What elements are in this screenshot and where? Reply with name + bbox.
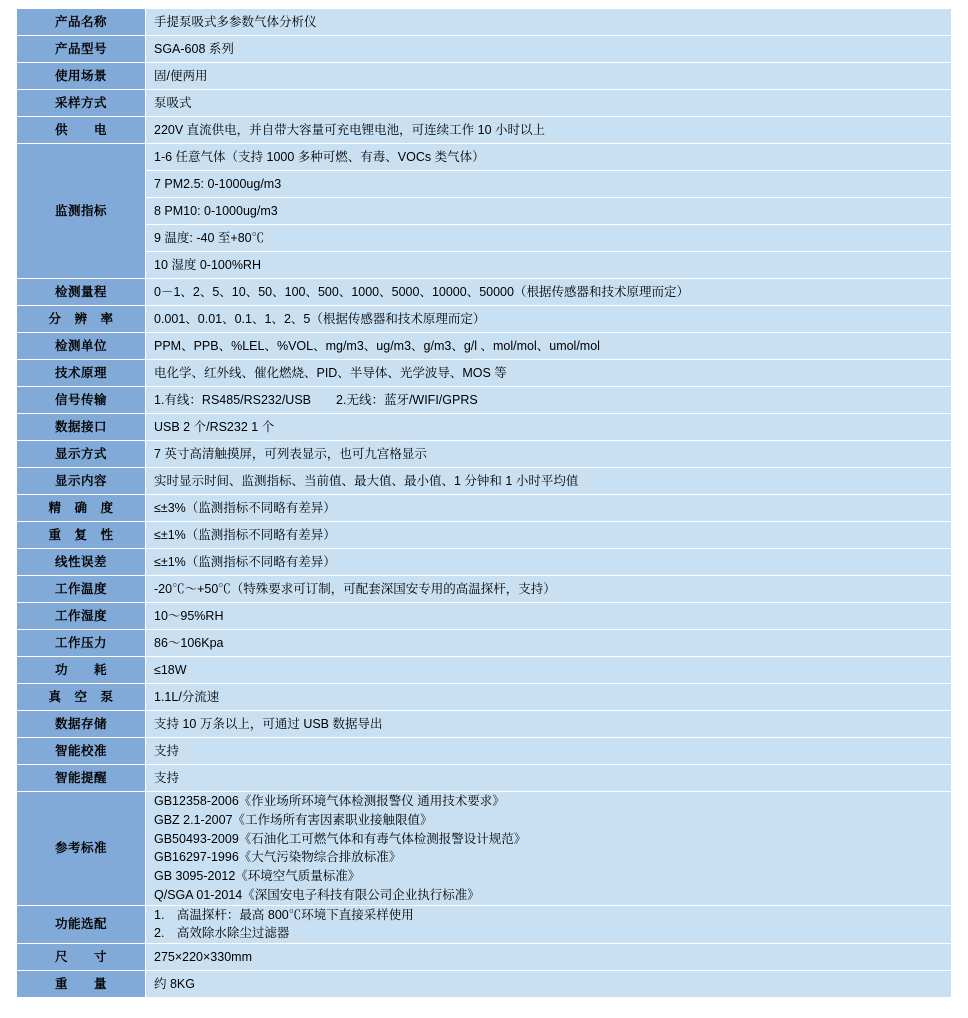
row-value: 1.1L/分流速 (146, 684, 952, 711)
table-row (17, 522, 952, 549)
table-row (17, 306, 952, 333)
row-value: 10 湿度 0-100%RH (146, 252, 952, 279)
table-row (17, 387, 952, 414)
option-line: 1. 高温探杆：最高 800℃环境下直接采样使用 (154, 907, 414, 922)
row-label: 重 量 (17, 971, 146, 998)
table-row (17, 441, 952, 468)
row-label: 尺 寸 (17, 944, 146, 971)
row-label: 采样方式 (17, 90, 146, 117)
row-label: 产品名称 (17, 9, 146, 36)
row-label: 线性误差 (17, 549, 146, 576)
row-label: 检测单位 (17, 333, 146, 360)
table-row-monitoring-1 (17, 144, 952, 171)
row-value: 1.有线：RS485/RS232/USB 2.无线：蓝牙/WIFI/GPRS (146, 387, 952, 414)
row-label: 精 确 度 (17, 495, 146, 522)
row-label: 工作湿度 (17, 603, 146, 630)
row-value: ≤18W (146, 657, 952, 684)
row-value: 0.001、0.01、0.1、1、2、5（根据传感器和技术原理而定） (146, 306, 952, 333)
table-row (17, 738, 952, 765)
row-label: 参考标准 (17, 792, 146, 906)
table-row (17, 360, 952, 387)
table-row (17, 9, 952, 36)
row-label: 显示方式 (17, 441, 146, 468)
standard-line: GB16297-1996《大气污染物综合排放标准》 (154, 850, 402, 865)
row-label: 智能提醒 (17, 765, 146, 792)
row-value: ≤±1%（监测指标不同略有差异） (146, 522, 952, 549)
table-row-monitoring-3 (17, 198, 952, 225)
row-value: 8 PM10: 0-1000ug/m3 (146, 198, 952, 225)
table-row (17, 944, 952, 971)
row-label: 分 辨 率 (17, 306, 146, 333)
row-value: 手提泵吸式多参数气体分析仪 (146, 9, 952, 36)
table-row (17, 36, 952, 63)
table-row (17, 630, 952, 657)
row-label: 使用场景 (17, 63, 146, 90)
standard-line: GB 3095-2012《环境空气质量标准》 (154, 869, 361, 883)
table-row (17, 63, 952, 90)
row-label: 信号传输 (17, 387, 146, 414)
row-value: ≤±1%（监测指标不同略有差异） (146, 549, 952, 576)
table-row (17, 90, 952, 117)
row-value: -20℃～+50℃（特殊要求可订制，可配套深国安专用的高温探杆，支持） (146, 576, 952, 603)
table-row (17, 333, 952, 360)
table-row (17, 684, 952, 711)
standard-line: GB50493-2009《石油化工可燃气体和有毒气体检测报警设计规范》 (154, 831, 527, 846)
row-value: 0－1、2、5、10、50、100、500、1000、5000、10000、50000（根据传感器和技术原理而定） (146, 279, 952, 306)
table-row (17, 414, 952, 441)
table-row (17, 549, 952, 576)
row-value: 86～106Kpa (146, 630, 952, 657)
row-value: 支持 (146, 738, 952, 765)
row-value: 泵吸式 (146, 90, 952, 117)
row-label: 功 耗 (17, 657, 146, 684)
row-value: USB 2 个/RS232 1 个 (146, 414, 952, 441)
row-label: 数据接口 (17, 414, 146, 441)
row-value: 支持 10 万条以上，可通过 USB 数据导出 (146, 711, 952, 738)
row-label: 功能选配 (17, 905, 146, 944)
row-value: PPM、PPB、%LEL、%VOL、mg/m3、ug/m3、g/m3、g/l 、mol/mol、umol/mol (146, 333, 952, 360)
row-value: 支持 (146, 765, 952, 792)
row-label: 技术原理 (17, 360, 146, 387)
table-row (17, 117, 952, 144)
table-row (17, 711, 952, 738)
row-label: 供 电 (17, 117, 146, 144)
row-value: 7 英寸高清触摸屏，可列表显示，也可九宫格显示 (146, 441, 952, 468)
row-label: 显示内容 (17, 468, 146, 495)
row-value: SGA-608 系列 (146, 36, 952, 63)
option-line: 2. 高效除水除尘过滤器 (154, 926, 290, 941)
row-value: 1-6 任意气体（支持 1000 多种可燃、有毒、VOCs 类气体） (146, 144, 952, 171)
table-row-monitoring-4 (17, 225, 952, 252)
table-row (17, 576, 952, 603)
row-label: 真 空 泵 (17, 684, 146, 711)
row-value (146, 905, 952, 944)
table-row (17, 603, 952, 630)
table-row-options (17, 905, 952, 944)
standard-line: GBZ 2.1-2007《工作场所有害因素职业接触限值》 (154, 812, 433, 827)
row-label: 监测指标 (17, 144, 146, 279)
table-row-monitoring-2 (17, 171, 952, 198)
row-label: 工作压力 (17, 630, 146, 657)
row-value: 275×220×330mm (146, 944, 952, 971)
row-label: 数据存储 (17, 711, 146, 738)
row-value: 约 8KG (146, 971, 952, 998)
table-row (17, 468, 952, 495)
table-row (17, 971, 952, 998)
row-label: 工作温度 (17, 576, 146, 603)
row-value: 220V 直流供电，并自带大容量可充电锂电池，可连续工作 10 小时以上 (146, 117, 952, 144)
table-row-standards (17, 792, 952, 906)
row-label: 智能校准 (17, 738, 146, 765)
row-label: 重 复 性 (17, 522, 146, 549)
row-value (146, 792, 952, 906)
row-value: 实时显示时间、监测指标、当前值、最大值、最小值、1 分钟和 1 小时平均值 (146, 468, 952, 495)
table-row (17, 765, 952, 792)
row-value: 7 PM2.5: 0-1000ug/m3 (146, 171, 952, 198)
table-row (17, 657, 952, 684)
table-row-monitoring-5 (17, 252, 952, 279)
standard-line: Q/SGA 01-2014《深国安电子科技有限公司企业执行标准》 (154, 887, 480, 902)
row-value: ≤±3%（监测指标不同略有差异） (146, 495, 952, 522)
row-value: 10～95%RH (146, 603, 952, 630)
table-row (17, 495, 952, 522)
product-spec-table (16, 8, 952, 998)
row-label: 产品型号 (17, 36, 146, 63)
row-value: 9 温度: -40 至+80℃ (146, 225, 952, 252)
row-value: 固/便两用 (146, 63, 952, 90)
row-label: 检测量程 (17, 279, 146, 306)
table-row (17, 279, 952, 306)
row-value: 电化学、红外线、催化燃烧、PID、半导体、光学波导、MOS 等 (146, 360, 952, 387)
standard-line: GB12358-2006《作业场所环境气体检测报警仪 通用技术要求》 (154, 794, 505, 808)
